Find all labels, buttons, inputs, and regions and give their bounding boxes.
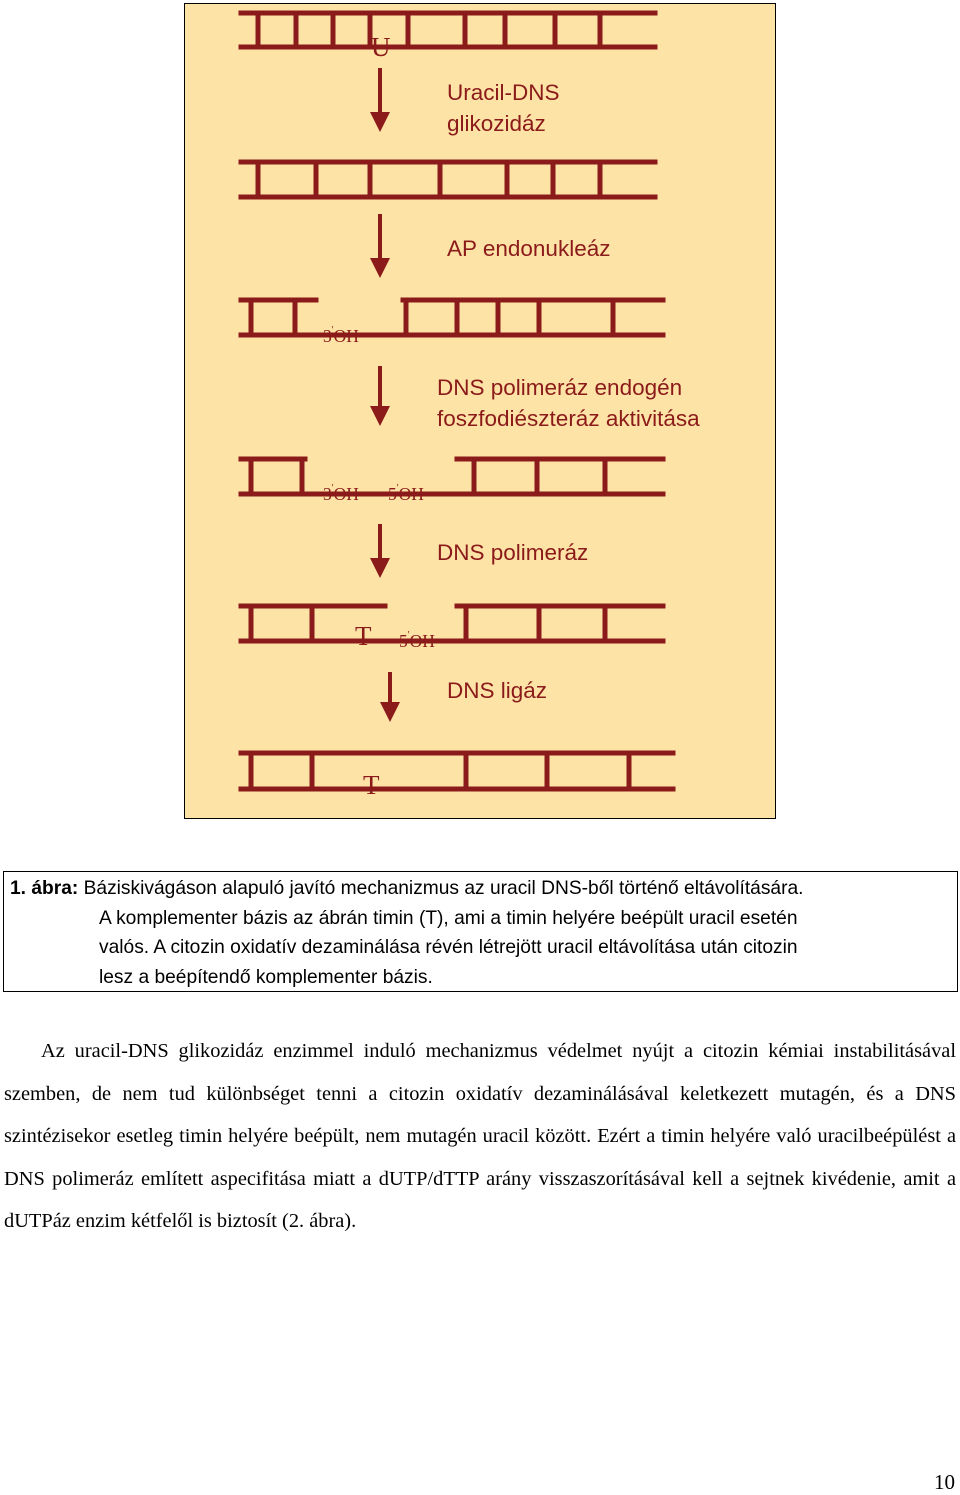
uracil-label: U [371, 32, 391, 62]
arrows [370, 68, 400, 722]
oh3-label-step3: 3'OH [323, 325, 359, 346]
thymine-label-step6: T [363, 770, 380, 800]
body-paragraph: Az uracil-DNS glikozidáz enzimmel induló mechanizmus védelmet nyújt a citozin kémiai instabilitásával szemben, de nem tud különbséget tenni a citozin oxidatív dezaminálásával keletkezett mutagén, és a DNS szintézisekor esetleg timin helyére beépült, nem mutagén uracil között. Ezért a timin helyére való uracilbeépülést a DNS polimeráz említett aspecifitása miatt a dUTP/dTTP arány visszaszorításával kell a sejtnek kivédenie, amit a dUTPáz enzim kétfelől is biztosít (2. ábra). [4, 1040, 956, 1232]
dna-strand-2 [241, 162, 655, 197]
arrow-5 [380, 672, 400, 722]
enzyme-label-1 [447, 77, 560, 139]
dna-strand-4 [241, 459, 663, 494]
dna-strand-3 [241, 300, 663, 335]
arrow-3 [370, 366, 390, 426]
enzyme-label-line: AP endonukleáz [447, 236, 611, 261]
caption-label: 1. ábra: [10, 878, 79, 899]
dna-repair-figure [184, 3, 776, 819]
enzyme-label-line: foszfodiészteráz aktivitása [437, 406, 700, 431]
enzyme-label-3 [437, 372, 700, 434]
enzyme-label-line: DNS polimeráz [437, 540, 589, 565]
caption-line-3: valós. A citozin oxidatív dezaminálása révén létrejött uracil eltávolítása után citozin [99, 937, 798, 958]
oh3-label-step4: 3'OH [323, 483, 359, 504]
page-number: 10 [934, 1470, 955, 1494]
arrow-2 [370, 214, 390, 278]
figure-caption [3, 871, 958, 992]
enzyme-label-line: Uracil-DNS [447, 80, 560, 105]
enzyme-label-5 [447, 675, 547, 706]
caption-line-1 [10, 874, 951, 904]
enzyme-label-4 [437, 537, 588, 568]
dna-strand-6 [241, 753, 673, 789]
enzyme-label-2 [447, 233, 610, 264]
dna-strand-1 [241, 13, 655, 47]
dna-strand-5 [241, 606, 663, 641]
enzyme-label-line: DNS ligáz [447, 678, 548, 703]
arrow-1 [370, 68, 390, 132]
enzyme-label-line: DNS polimeráz endogén [437, 375, 683, 400]
caption-text: Báziskivágáson alapuló javító mechanizmus az uracil DNS-ből történő eltávolítására. [83, 878, 804, 899]
oh5-label-step4: 5'OH [388, 483, 424, 504]
oh5-label-step5: 5'OH [399, 630, 435, 651]
caption-line-4: lesz a beépítendő komplementer bázis. [99, 966, 433, 988]
thymine-label-step5: T [355, 621, 372, 651]
enzyme-label-line: glikozidáz [447, 111, 546, 136]
arrow-4 [370, 524, 390, 578]
caption-line-2: A komplementer bázis az ábrán timin (T), ami a timin helyére beépült uracil esetén [99, 907, 798, 929]
